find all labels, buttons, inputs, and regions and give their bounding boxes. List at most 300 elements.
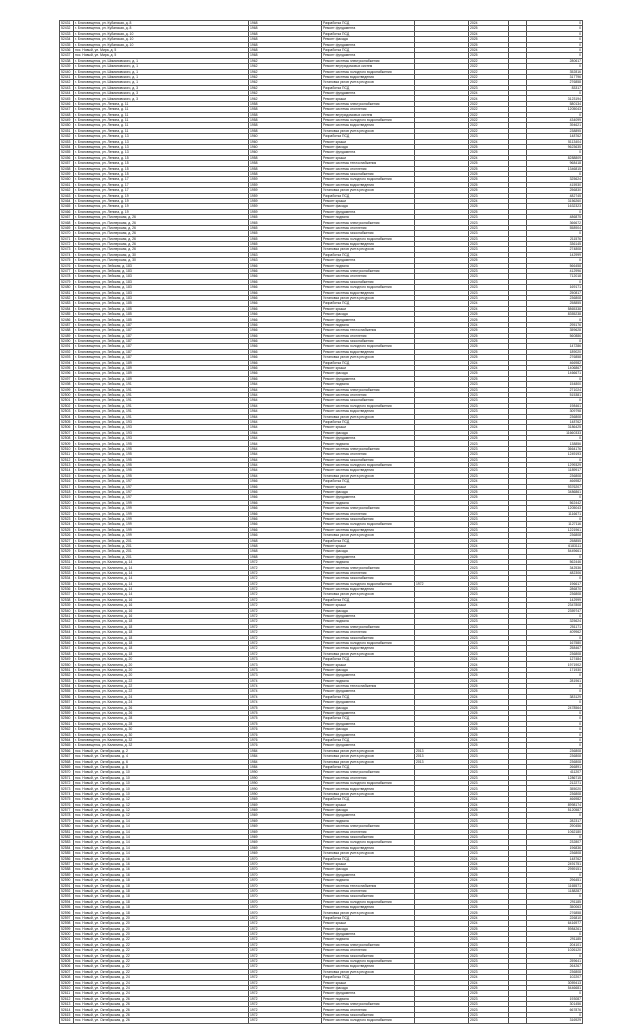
cell-address: пос. Новый, ул. Октябрьская, д. 22 bbox=[74, 969, 249, 974]
cell-year-built: 1970 bbox=[249, 883, 322, 888]
cell-row-id: 52580 bbox=[60, 824, 74, 829]
cell-cost: 325624 bbox=[527, 177, 583, 182]
cell-work-type: Ремонт фундамента bbox=[322, 813, 415, 818]
cell-work-type: Ремонт крыши bbox=[322, 484, 415, 489]
cell-cost: 2959151 bbox=[527, 867, 583, 872]
cell-address: г. Благовещенск, ул. Зейская, д. 193 bbox=[74, 419, 249, 424]
cell-planned-year: 2023 bbox=[469, 295, 509, 300]
cell-planned-year: 2023 bbox=[469, 268, 509, 273]
cell-cost: 352816 bbox=[527, 69, 583, 74]
cell-row-id: 52540 bbox=[60, 608, 74, 613]
cell-row-id: 52535 bbox=[60, 581, 74, 586]
cell-planned-year: 2025 bbox=[469, 42, 509, 47]
cell-address: г. Благовещенск, ул. Калинина, д. 16 bbox=[74, 597, 249, 602]
cell-row-id: 52505 bbox=[60, 419, 74, 424]
cell-year-built: 1970 bbox=[249, 894, 322, 899]
cell-address: г. Благовещенск, ул. Шимановского, д. 3 bbox=[74, 85, 249, 90]
cell-work-type: Ремонт фундамента bbox=[322, 991, 415, 996]
cell-year-built: 1970 bbox=[249, 861, 322, 866]
cell-address: г. Благовещенск, ул. Калинина, д. 14 bbox=[74, 592, 249, 597]
cell-work-type: Ремонт системы электроснабжения bbox=[322, 942, 415, 947]
cell-work-type: Ремонт системы теплоснабжения bbox=[322, 883, 415, 888]
cell-address: г. Благовещенск, ул. Ленина, д. 11 bbox=[74, 112, 249, 117]
cell-work-type: Ремонт системы отопления bbox=[322, 107, 415, 112]
cell-cost: 350063 bbox=[527, 905, 583, 910]
cell-planned-year: 2022 bbox=[469, 64, 509, 69]
cell-address: пос. Новый, ул. Октябрьская, д. 16 bbox=[74, 856, 249, 861]
cell-work-type: Установка узлов учета ресурсов bbox=[322, 851, 415, 856]
cell-row-id: 52484 bbox=[60, 306, 74, 311]
cell-prior-year: 2013 bbox=[415, 748, 469, 753]
cell-planned-year: 2023 bbox=[469, 500, 509, 505]
cell-year-built: 1972 bbox=[249, 1007, 322, 1012]
cell-planned-year: 2024 bbox=[469, 91, 509, 96]
cell-work-type: Ремонт фундамента bbox=[322, 91, 415, 96]
cell-cost: 0 bbox=[527, 21, 583, 26]
cell-row-id: 52585 bbox=[60, 851, 74, 856]
cell-work-type: Ремонт фасада bbox=[322, 37, 415, 42]
cell-work-type: Ремонт фундамента bbox=[322, 150, 415, 155]
cell-cost: 0 bbox=[527, 209, 583, 214]
cell-planned-year: 2025 bbox=[469, 188, 509, 193]
cell-year-built: 1972 bbox=[249, 921, 322, 926]
cell-address: пос. Новый, ул. Мира, д. 5 bbox=[74, 47, 249, 52]
cell-row-id: 52544 bbox=[60, 630, 74, 635]
cell-address: г. Благовещенск, ул. Шимановского, д. 1 bbox=[74, 64, 249, 69]
cell-year-built: 1968 bbox=[249, 47, 322, 52]
cell-year-built: 1958 bbox=[249, 171, 322, 176]
cell-row-id: 52445 bbox=[60, 96, 74, 101]
cell-cost: 236808 bbox=[527, 533, 583, 538]
cell-work-type: Ремонт крыши bbox=[322, 306, 415, 311]
cell-work-type: Ремонт системы водоотведения bbox=[322, 242, 415, 247]
cell-year-built: 1968 bbox=[249, 538, 322, 543]
cell-year-built: 1984 bbox=[249, 754, 322, 759]
cell-address: г. Благовещенск, ул. Зейская, д. 183 bbox=[74, 274, 249, 279]
cell-year-built: 1959 bbox=[249, 177, 322, 182]
cell-year-built: 1965 bbox=[249, 242, 322, 247]
cell-planned-year: 2023 bbox=[469, 640, 509, 645]
cell-work-type: Ремонт подвала bbox=[322, 678, 415, 683]
cell-address: пос. Новый, ул. Октябрьская, д. 22 bbox=[74, 942, 249, 947]
cell-cost: 0 bbox=[527, 894, 583, 899]
cell-address: г. Благовещенск, ул. Зейская, д. 199 bbox=[74, 522, 249, 527]
cell-year-built: 1972 bbox=[249, 587, 322, 592]
cell-address: г. Благовещенск, ул. Зейская, д. 185 bbox=[74, 317, 249, 322]
cell-work-type: Разработка ПСД bbox=[322, 360, 415, 365]
cell-work-type: Ремонт системы водоотведения bbox=[322, 786, 415, 791]
cell-work-type: Ремонт системы отопления bbox=[322, 333, 415, 338]
cell-planned-year: 2025 bbox=[469, 883, 509, 888]
cell-year-built: 1966 bbox=[249, 371, 322, 376]
cell-planned-year: 2023 bbox=[469, 279, 509, 284]
cell-row-id: 52508 bbox=[60, 436, 74, 441]
cell-address: г. Благовещенск, ул. Калинина, д. 22 bbox=[74, 678, 249, 683]
cell-work-type: Ремонт фундамента bbox=[322, 53, 415, 58]
cell-row-id: 52587 bbox=[60, 861, 74, 866]
cell-planned-year: 2023 bbox=[469, 387, 509, 392]
cell-planned-year: 2025 bbox=[469, 689, 509, 694]
cell-year-built: 1966 bbox=[249, 522, 322, 527]
cell-year-built: 1964 bbox=[249, 446, 322, 451]
cell-address: г. Благовещенск, ул. Зейская, д. 199 bbox=[74, 516, 249, 521]
cell-address: пос. Новый, ул. Октябрьская, д. 26 bbox=[74, 1012, 249, 1017]
cell-year-built: 1964 bbox=[249, 452, 322, 457]
cell-row-id: 52541 bbox=[60, 613, 74, 618]
cell-planned-year: 2025 bbox=[469, 182, 509, 187]
cell-cost: 276858 bbox=[527, 910, 583, 915]
cell-work-type: Ремонт системы теплоснабжения bbox=[322, 684, 415, 689]
cell-cost: 301456 bbox=[527, 1002, 583, 1007]
cell-year-built: 1964 bbox=[249, 392, 322, 397]
cell-planned-year: 2022 bbox=[469, 101, 509, 106]
cell-work-type: Ремонт фундамента bbox=[322, 711, 415, 716]
cell-cost: 236808 bbox=[527, 759, 583, 764]
cell-work-type: Ремонт системы электроснабжения bbox=[322, 101, 415, 106]
cell-planned-year: 2023 bbox=[469, 581, 509, 586]
cell-cost: 232807 bbox=[527, 840, 583, 845]
cell-work-type: Ремонт крыши bbox=[322, 425, 415, 430]
cell-address: г. Благовещенск, ул. Шимановского, д. 3 bbox=[74, 91, 249, 96]
cell-row-id: 52435 bbox=[60, 42, 74, 47]
cell-work-type: Ремонт системы отопления bbox=[322, 166, 415, 171]
cell-year-built: 1966 bbox=[249, 333, 322, 338]
cell-planned-year: 2023 bbox=[469, 236, 509, 241]
cell-cost: 515381 bbox=[527, 392, 583, 397]
cell-row-id: 52515 bbox=[60, 473, 74, 478]
cell-planned-year: 2023 bbox=[469, 247, 509, 252]
cell-address: г. Благовещенск, ул. Пионерская, д. 26 bbox=[74, 247, 249, 252]
cell-work-type: Разработка ПСД bbox=[322, 657, 415, 662]
cell-cost: 0 bbox=[527, 91, 583, 96]
cell-planned-year: 2023 bbox=[469, 635, 509, 640]
cell-address: г. Благовещенск, ул. Зейская, д. 195 bbox=[74, 441, 249, 446]
cell-work-type: Разработка ПСД bbox=[322, 915, 415, 920]
cell-work-type: Ремонт подвала bbox=[322, 619, 415, 624]
cell-row-id: 52554 bbox=[60, 684, 74, 689]
cell-year-built: 1972 bbox=[249, 608, 322, 613]
cell-planned-year: 2025 bbox=[469, 985, 509, 990]
cell-work-type: Ремонт фасада bbox=[322, 489, 415, 494]
cell-planned-year: 2023 bbox=[469, 824, 509, 829]
cell-planned-year: 2025 bbox=[469, 166, 509, 171]
cell-row-id: 52604 bbox=[60, 953, 74, 958]
cell-year-built: 1966 bbox=[249, 355, 322, 360]
cell-year-built: 1976 bbox=[249, 743, 322, 748]
cell-year-built: 1972 bbox=[249, 651, 322, 656]
cell-planned-year: 2025 bbox=[469, 349, 509, 354]
cell-work-type: Разработка ПСД bbox=[322, 737, 415, 742]
cell-planned-year: 2025 bbox=[469, 910, 509, 915]
cell-row-id: 52579 bbox=[60, 818, 74, 823]
cell-year-built: 1976 bbox=[249, 737, 322, 742]
cell-cost: 580134 bbox=[527, 101, 583, 106]
cell-year-built: 1972 bbox=[249, 630, 322, 635]
cell-planned-year: 2025 bbox=[469, 171, 509, 176]
cell-cost: 1632323 bbox=[527, 204, 583, 209]
cell-address: г. Благовещенск, ул. Зейская, д. 189 bbox=[74, 360, 249, 365]
cell-planned-year: 2025 bbox=[469, 430, 509, 435]
cell-work-type: Установка узлов учета ресурсов bbox=[322, 592, 415, 597]
cell-year-built: 1964 bbox=[249, 425, 322, 430]
cell-planned-year: 2025 bbox=[469, 554, 509, 559]
cell-year-built: 1972 bbox=[249, 996, 322, 1001]
cell-year-built: 1966 bbox=[249, 263, 322, 268]
cell-year-built: 1972 bbox=[249, 980, 322, 985]
cell-work-type: Разработка ПСД bbox=[322, 21, 415, 26]
cell-planned-year: 2025 bbox=[469, 867, 509, 872]
cell-row-id: 52607 bbox=[60, 969, 74, 974]
cell-cost: 127484 bbox=[527, 657, 583, 662]
cell-planned-year: 2023 bbox=[469, 403, 509, 408]
cell-year-built: 1970 bbox=[249, 910, 322, 915]
cell-cost: 0 bbox=[527, 231, 583, 236]
cell-row-id: 52504 bbox=[60, 414, 74, 419]
cell-cost: 0 bbox=[527, 727, 583, 732]
cell-year-built: 1970 bbox=[249, 878, 322, 883]
cell-planned-year: 2023 bbox=[469, 592, 509, 597]
cell-row-id: 52519 bbox=[60, 495, 74, 500]
table-body bbox=[60, 21, 583, 1024]
cell-address: г. Благовещенск, ул. Зейская, д. 191 bbox=[74, 382, 249, 387]
cell-row-id: 52461 bbox=[60, 182, 74, 187]
cell-cost: 0 bbox=[527, 279, 583, 284]
cell-row-id: 52588 bbox=[60, 867, 74, 872]
cell-year-built: 1976 bbox=[249, 727, 322, 732]
cell-cost: 316929 bbox=[527, 1018, 583, 1023]
cell-cost: 0 bbox=[527, 47, 583, 52]
cell-year-built: 1966 bbox=[249, 268, 322, 273]
cell-work-type: Ремонт системы теплоснабжения bbox=[322, 161, 415, 166]
cell-cost: 9376207 bbox=[527, 484, 583, 489]
cell-cost: 1062180 bbox=[527, 829, 583, 834]
cell-cost: 366672 bbox=[527, 220, 583, 225]
cell-year-built: 1970 bbox=[249, 905, 322, 910]
cell-cost: 167580 bbox=[527, 640, 583, 645]
cell-work-type: Ремонт крыши bbox=[322, 543, 415, 548]
cell-address: г. Благовещенск, ул. Зейская, д. 183 bbox=[74, 268, 249, 273]
cell-cost: 282317 bbox=[527, 818, 583, 823]
cell-cost: 264267 bbox=[527, 964, 583, 969]
cell-year-built: 1962 bbox=[249, 58, 322, 63]
cell-planned-year: 2025 bbox=[469, 328, 509, 333]
cell-planned-year: 2024 bbox=[469, 96, 509, 101]
cell-year-built: 1976 bbox=[249, 732, 322, 737]
cell-row-id: 52460 bbox=[60, 177, 74, 182]
cell-planned-year: 2023 bbox=[469, 522, 509, 527]
cell-address: г. Благовещенск, ул. Калинина, д. 22 bbox=[74, 689, 249, 694]
cell-year-built: 1990 bbox=[249, 791, 322, 796]
cell-planned-year: 2024 bbox=[469, 484, 509, 489]
cell-planned-year: 2024 bbox=[469, 538, 509, 543]
cell-planned-year: 2023 bbox=[469, 587, 509, 592]
cell-year-built: 1964 bbox=[249, 441, 322, 446]
cell-cost: 83317 bbox=[527, 85, 583, 90]
cell-address: г. Благовещенск, ул. Калинина, д. 28 bbox=[74, 716, 249, 721]
cell-cost: 276858 bbox=[527, 355, 583, 360]
cell-cost: 5984261 bbox=[527, 926, 583, 931]
cell-address: г. Благовещенск, ул. Пионерская, д. 30 bbox=[74, 252, 249, 257]
cell-row-id: 52454 bbox=[60, 144, 74, 149]
cell-work-type: Ремонт системы отопления bbox=[322, 630, 415, 635]
cell-work-type: Ремонт системы водоотведения bbox=[322, 182, 415, 187]
cell-address: пос. Новый, ул. Октябрьская, д. 16 bbox=[74, 861, 249, 866]
cell-row-id: 52451 bbox=[60, 128, 74, 133]
cell-year-built: 1969 bbox=[249, 802, 322, 807]
cell-cost: 8998174 bbox=[527, 802, 583, 807]
cell-cost: 0 bbox=[527, 813, 583, 818]
cell-year-built: 1966 bbox=[249, 306, 322, 311]
cell-year-built: 1990 bbox=[249, 775, 322, 780]
cell-year-built: 1974 bbox=[249, 700, 322, 705]
cell-year-built: 1968 bbox=[249, 549, 322, 554]
cell-cost: 142999 bbox=[527, 597, 583, 602]
cell-cost: 0 bbox=[527, 376, 583, 381]
cell-address: г. Благовещенск, ул. Зейская, д. 191 bbox=[74, 409, 249, 414]
cell-planned-year: 2025 bbox=[469, 613, 509, 618]
cell-year-built: 1972 bbox=[249, 932, 322, 937]
cell-work-type: Разработка ПСД bbox=[322, 597, 415, 602]
cell-address: пос. Новый, ул. Октябрьская, д. 10 bbox=[74, 775, 249, 780]
cell-row-id: 52528 bbox=[60, 543, 74, 548]
cell-address: г. Благовещенск, ул. Зейская, д. 199 bbox=[74, 500, 249, 505]
cell-row-id: 52442 bbox=[60, 80, 74, 85]
cell-cost: 236808 bbox=[527, 791, 583, 796]
cell-planned-year: 2023 bbox=[469, 285, 509, 290]
cell-year-built: 1969 bbox=[249, 845, 322, 850]
cell-address: г. Благовещенск, ул. Калинина, д. 24 bbox=[74, 694, 249, 699]
cell-work-type: Ремонт системы холодного водоснабжения bbox=[322, 344, 415, 349]
cell-work-type: Ремонт фасада bbox=[322, 608, 415, 613]
cell-planned-year: 2023 bbox=[469, 516, 509, 521]
cell-planned-year: 2022 bbox=[469, 118, 509, 123]
cell-cost: 211576 bbox=[527, 236, 583, 241]
cell-address: г. Благовещенск, ул. Калинина, д. 18 bbox=[74, 646, 249, 651]
cell-address: г. Благовещенск, ул. Зейская, д. 183 bbox=[74, 285, 249, 290]
cell-work-type: Ремонт системы газоснабжения bbox=[322, 953, 415, 958]
cell-planned-year: 2023 bbox=[469, 446, 509, 451]
cell-planned-year: 2024 bbox=[469, 878, 509, 883]
cell-work-type: Ремонт системы холодного водоснабжения bbox=[322, 403, 415, 408]
cell-address: г. Благовещенск, ул. Зейская, д. 191 bbox=[74, 392, 249, 397]
cell-work-type: Ремонт фасада bbox=[322, 926, 415, 931]
cell-cost: 466982 bbox=[527, 797, 583, 802]
cell-row-id: 52565 bbox=[60, 743, 74, 748]
cell-address: г. Благовещенск, ул. Зейская, д. 197 bbox=[74, 489, 249, 494]
cell-year-built: 1962 bbox=[249, 80, 322, 85]
cell-work-type: Установка узлов учета ресурсов bbox=[322, 754, 415, 759]
cell-planned-year: 2025 bbox=[469, 312, 509, 317]
cell-cost: 1165571 bbox=[527, 883, 583, 888]
cell-cost: 0 bbox=[527, 743, 583, 748]
cell-year-built: 1974 bbox=[249, 694, 322, 699]
cell-cost: 2359747 bbox=[527, 608, 583, 613]
cell-cost: 3059413 bbox=[527, 980, 583, 985]
cell-year-built: 1969 bbox=[249, 824, 322, 829]
cell-row-id: 52610 bbox=[60, 985, 74, 990]
cell-work-type: Установка узлов учета ресурсов bbox=[322, 295, 415, 300]
cell-cost: 1249193 bbox=[527, 452, 583, 457]
cell-work-type: Разработка ПСД bbox=[322, 419, 415, 424]
cell-address: пос. Новый, ул. Октябрьская, д. 14 bbox=[74, 840, 249, 845]
cell-year-built: 1966 bbox=[249, 495, 322, 500]
cell-year-built: 1975 bbox=[249, 705, 322, 710]
cell-row-id: 52530 bbox=[60, 554, 74, 559]
cell-cost: 8288809 bbox=[527, 155, 583, 160]
cell-planned-year: 2023 bbox=[469, 463, 509, 468]
cell-year-built: 1968 bbox=[249, 53, 322, 58]
cell-cost: 0 bbox=[527, 42, 583, 47]
cell-cost: 148762 bbox=[527, 134, 583, 139]
cell-year-built: 1964 bbox=[249, 468, 322, 473]
cell-cost: 0 bbox=[527, 31, 583, 36]
cell-address: г. Благовещенск, ул. Калинина, д. 20 bbox=[74, 657, 249, 662]
cell-work-type: Ремонт системы отопления bbox=[322, 225, 415, 230]
cell-planned-year: 2023 bbox=[469, 748, 509, 753]
cell-address: пос. Новый, ул. Октябрьская, д. 14 bbox=[74, 824, 249, 829]
cell-planned-year: 2025 bbox=[469, 339, 509, 344]
cell-planned-year: 2023 bbox=[469, 775, 509, 780]
cell-planned-year: 2025 bbox=[469, 894, 509, 899]
cell-address: г. Благовещенск, ул. Зейская, д. 201 bbox=[74, 549, 249, 554]
cell-work-type: Ремонт подвала bbox=[322, 215, 415, 220]
cell-year-built: 1958 bbox=[249, 118, 322, 123]
cell-work-type: Ремонт системы холодного водоснабжения bbox=[322, 840, 415, 845]
cell-cost: 562442 bbox=[527, 500, 583, 505]
cell-year-built: 1966 bbox=[249, 516, 322, 521]
cell-work-type: Ремонт системы холодного водоснабжения bbox=[322, 781, 415, 786]
cell-planned-year: 2023 bbox=[469, 533, 509, 538]
cell-row-id: 52614 bbox=[60, 1007, 74, 1012]
cell-year-built: 1969 bbox=[249, 834, 322, 839]
cell-cost: 193087 bbox=[527, 996, 583, 1001]
cell-cost: 296451 bbox=[527, 878, 583, 883]
cell-address: г. Благовещенск, ул. Зейская, д. 187 bbox=[74, 355, 249, 360]
cell-year-built: 1963 bbox=[249, 252, 322, 257]
cell-planned-year: 2025 bbox=[469, 899, 509, 904]
cell-work-type: Ремонт системы холодного водоснабжения bbox=[322, 1018, 415, 1023]
cell-work-type: Ремонт фундамента bbox=[322, 436, 415, 441]
cell-address: г. Благовещенск, ул. Зейская, д. 187 bbox=[74, 322, 249, 327]
cell-planned-year: 2025 bbox=[469, 333, 509, 338]
cell-work-type: Разработка ПСД bbox=[322, 716, 415, 721]
cell-year-built: 1958 bbox=[249, 123, 322, 128]
cell-work-type: Ремонт подвала bbox=[322, 382, 415, 387]
cell-address: г. Благовещенск, ул. Зейская, д. 191 bbox=[74, 414, 249, 419]
cell-row-id: 52524 bbox=[60, 522, 74, 527]
cell-cost: 280617 bbox=[527, 58, 583, 63]
cell-planned-year: 2023 bbox=[469, 845, 509, 850]
cell-planned-year: 2024 bbox=[469, 797, 509, 802]
cell-year-built: 1972 bbox=[249, 565, 322, 570]
cell-cost: 482745 bbox=[527, 193, 583, 198]
cell-planned-year: 2025 bbox=[469, 721, 509, 726]
cell-address: пос. Новый, ул. Октябрьская, д. 18 bbox=[74, 878, 249, 883]
cell-work-type: Разработка ПСД bbox=[322, 193, 415, 198]
cell-planned-year: 2024 bbox=[469, 921, 509, 926]
cell-address: г. Благовещенск, ул. Пионерская, д. 26 bbox=[74, 236, 249, 241]
cell-work-type: Разработка ПСД bbox=[322, 479, 415, 484]
cell-cost: 409962 bbox=[527, 630, 583, 635]
cell-year-built: 1973 bbox=[249, 657, 322, 662]
cell-row-id: 52466 bbox=[60, 209, 74, 214]
cell-planned-year: 2023 bbox=[469, 969, 509, 974]
cell-row-id: 52569 bbox=[60, 764, 74, 769]
cell-planned-year: 2025 bbox=[469, 888, 509, 893]
cell-cost: 0 bbox=[527, 613, 583, 618]
cell-year-built: 1972 bbox=[249, 1002, 322, 1007]
cell-planned-year: 2024 bbox=[469, 915, 509, 920]
